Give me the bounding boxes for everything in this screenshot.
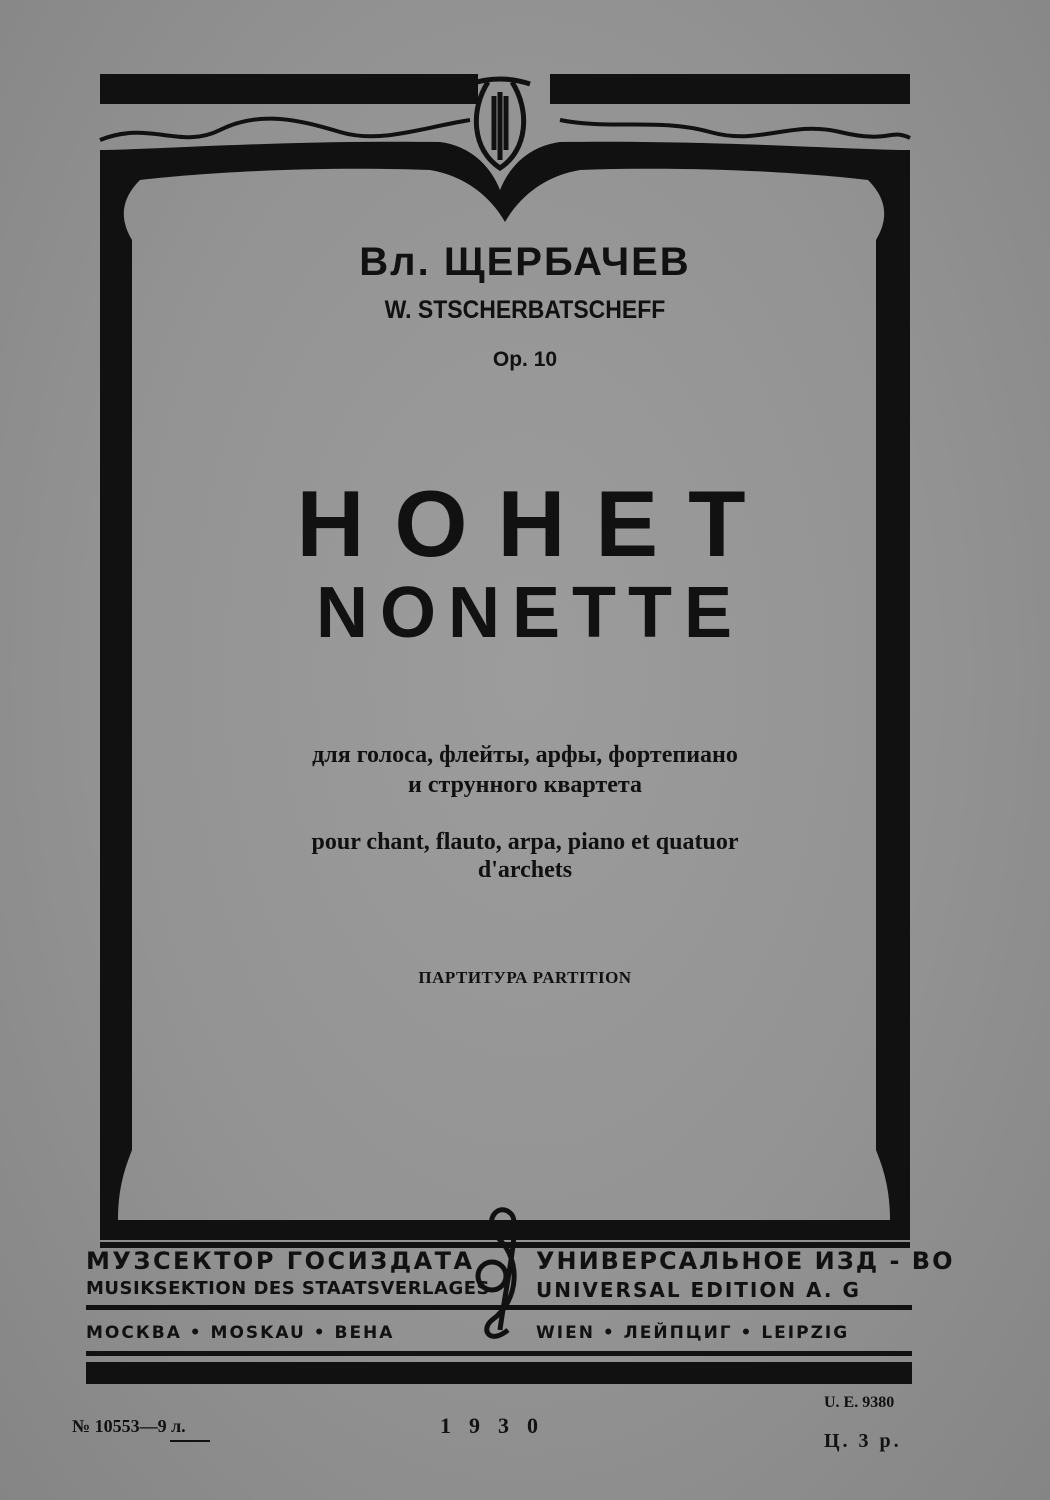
cities-right: WIEN • ЛЕЙПЦИГ • LEIPZIG <box>536 1323 850 1343</box>
publication-year: 1930 <box>440 1413 556 1438</box>
title-latin: NONETTE <box>315 573 744 653</box>
author-name-russian: Вл. ЩЕРБАЧЕВ <box>359 240 691 284</box>
instrumentation-french-line2: d'archets <box>477 857 573 883</box>
top-bar-left <box>100 74 478 104</box>
cities-left: МОСКВА • MOSKAU • ВЕНА <box>86 1323 395 1343</box>
vine-ornament-left <box>100 119 470 140</box>
lyre-icon <box>470 79 530 168</box>
title-russian: НОНЕТ <box>296 471 776 576</box>
opus-number: Op. 10 <box>492 348 558 371</box>
ue-number: U. E. 9380 <box>824 1394 895 1411</box>
score-type: ПАРТИТУРА PARTITION <box>418 968 632 987</box>
plate-underline <box>170 1440 210 1442</box>
publisher-left-line2: MUSIKSEKTION DES STAATSVERLAGES <box>86 1278 490 1299</box>
top-bar-right <box>550 74 910 104</box>
instrumentation-french-line1: pour chant, flauto, arpa, piano et quatuor <box>311 829 739 855</box>
vine-ornament-right <box>560 120 910 138</box>
instrumentation-russian-line1: для голоса, флейты, арфы, фортепиано <box>312 742 738 768</box>
price: Ц. 3 р. <box>824 1430 902 1452</box>
instrumentation-russian-line2: и струнного квартета <box>408 772 642 798</box>
plate-number: № 10553—9 л. <box>72 1416 186 1436</box>
publisher-right-line2: UNIVERSAL EDITION A. G <box>536 1278 861 1302</box>
bottom-bar <box>86 1362 912 1384</box>
publisher-right-line1: УНИВЕРСАЛЬНОЕ ИЗД - ВО <box>536 1247 955 1275</box>
pub-bar-mid <box>86 1305 912 1310</box>
author-name-latin: W. STSCHERBATSCHEFF <box>384 296 666 324</box>
publisher-left-line1: МУЗСЕКТОР ГОСИЗДАТА <box>86 1247 475 1275</box>
pub-bar-low <box>86 1351 912 1356</box>
